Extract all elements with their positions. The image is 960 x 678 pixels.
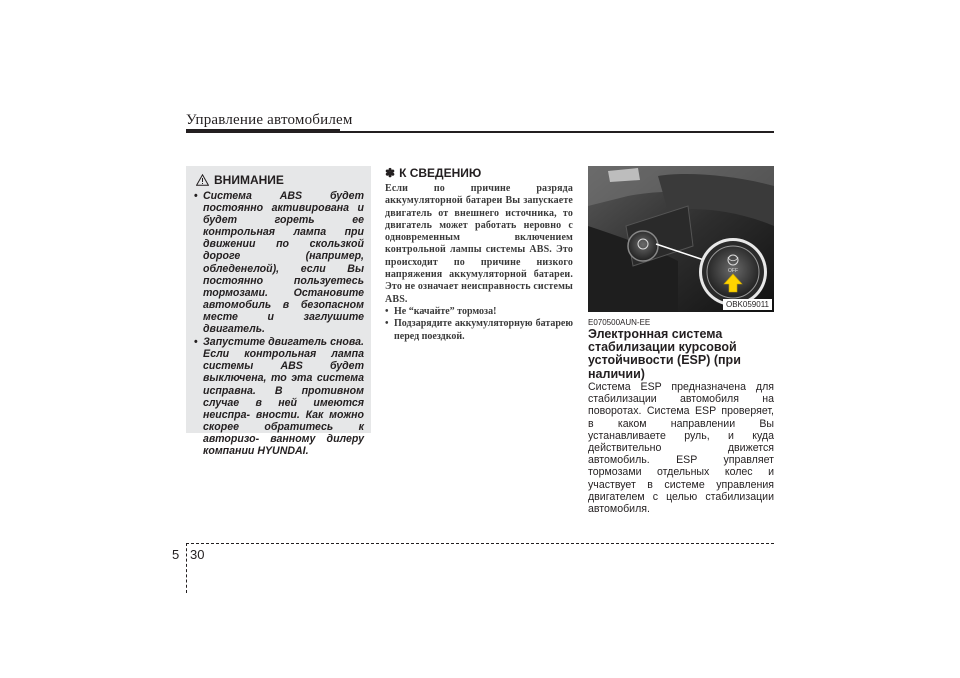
header-rule: [186, 131, 774, 133]
esp-switch-photo: [588, 166, 774, 312]
footer-vertical-rule: [186, 543, 187, 593]
info-bullet: • Подзарядите аккумуляторную батарею перед поездкой.: [385, 318, 573, 343]
caution-heading: [196, 173, 284, 187]
warning-triangle-icon: [196, 174, 209, 186]
footer-section-number: 5: [172, 547, 180, 562]
caution-item-text: Запустите двигатель снова. Если контрольная лампа системы ABS будет выключена, то эта система исправна. В противном случае в ней имеются неиспра-: [203, 336, 364, 421]
caution-item: • Система ABS будет постоянно активирована и будет гореть ее контрольная лампа при движении по скользкой дороге (например, обледенелой), если Вы постоянно пользуетесь тормозами. Остановите автомобиль в безопасном месте и заглушите двигатель.: [194, 190, 364, 335]
info-block: [385, 166, 573, 343]
caution-item-text: вности. Как можно скорее обратитесь к авторизо-: [203, 408, 364, 445]
info-bullet-list: [385, 306, 573, 343]
figure-code: OBK059011: [723, 299, 772, 310]
star-icon: ✽: [385, 166, 396, 180]
caution-list: [194, 190, 364, 458]
caution-heading-text: ВНИМАНИЕ: [214, 173, 284, 187]
caution-item-text: ванному дилеру компании HYUNDAI.: [203, 432, 364, 457]
dashboard-illustration: [588, 166, 774, 312]
running-header: Управление автомобилем: [186, 112, 353, 128]
info-bullet: • Не “качайте” тормоза!: [385, 306, 573, 318]
info-paragraph: Если по причине разряда аккумуляторной батареи Вы запускаете двигатель от внешнего источника, то двигатель может работать неровно с одновременным включением контрольной лампы системы ABS. Это происходит по причине низкого напряжения аккумуляторной батареи. Это не означает неисправность системы ABS.: [385, 183, 573, 305]
section-code: E070500AUN-EE: [588, 318, 651, 327]
footer-page-number: 30: [190, 547, 205, 562]
info-heading: [385, 166, 573, 180]
caution-item: [194, 336, 364, 457]
caution-box: [186, 166, 371, 457]
section-title: Электронная система стабилизации курсовой устойчивости (ESP) (при наличии): [588, 327, 741, 381]
info-heading-text: К СВЕДЕНИЮ: [399, 166, 482, 180]
footer-rule: [186, 543, 774, 544]
section-body: Система ESP предназначена для стабилизации автомобиля на поворотах. Система ESP проверяет, в каком направлении Вы устанавливаете руль, и куда действительно движется автомобиль. ESP управляет тормозами отдельных колес и участвует в системе управления двигателем с целью стабилизации автомобиля.: [588, 381, 774, 516]
switch-off-label: OFF: [728, 268, 738, 274]
